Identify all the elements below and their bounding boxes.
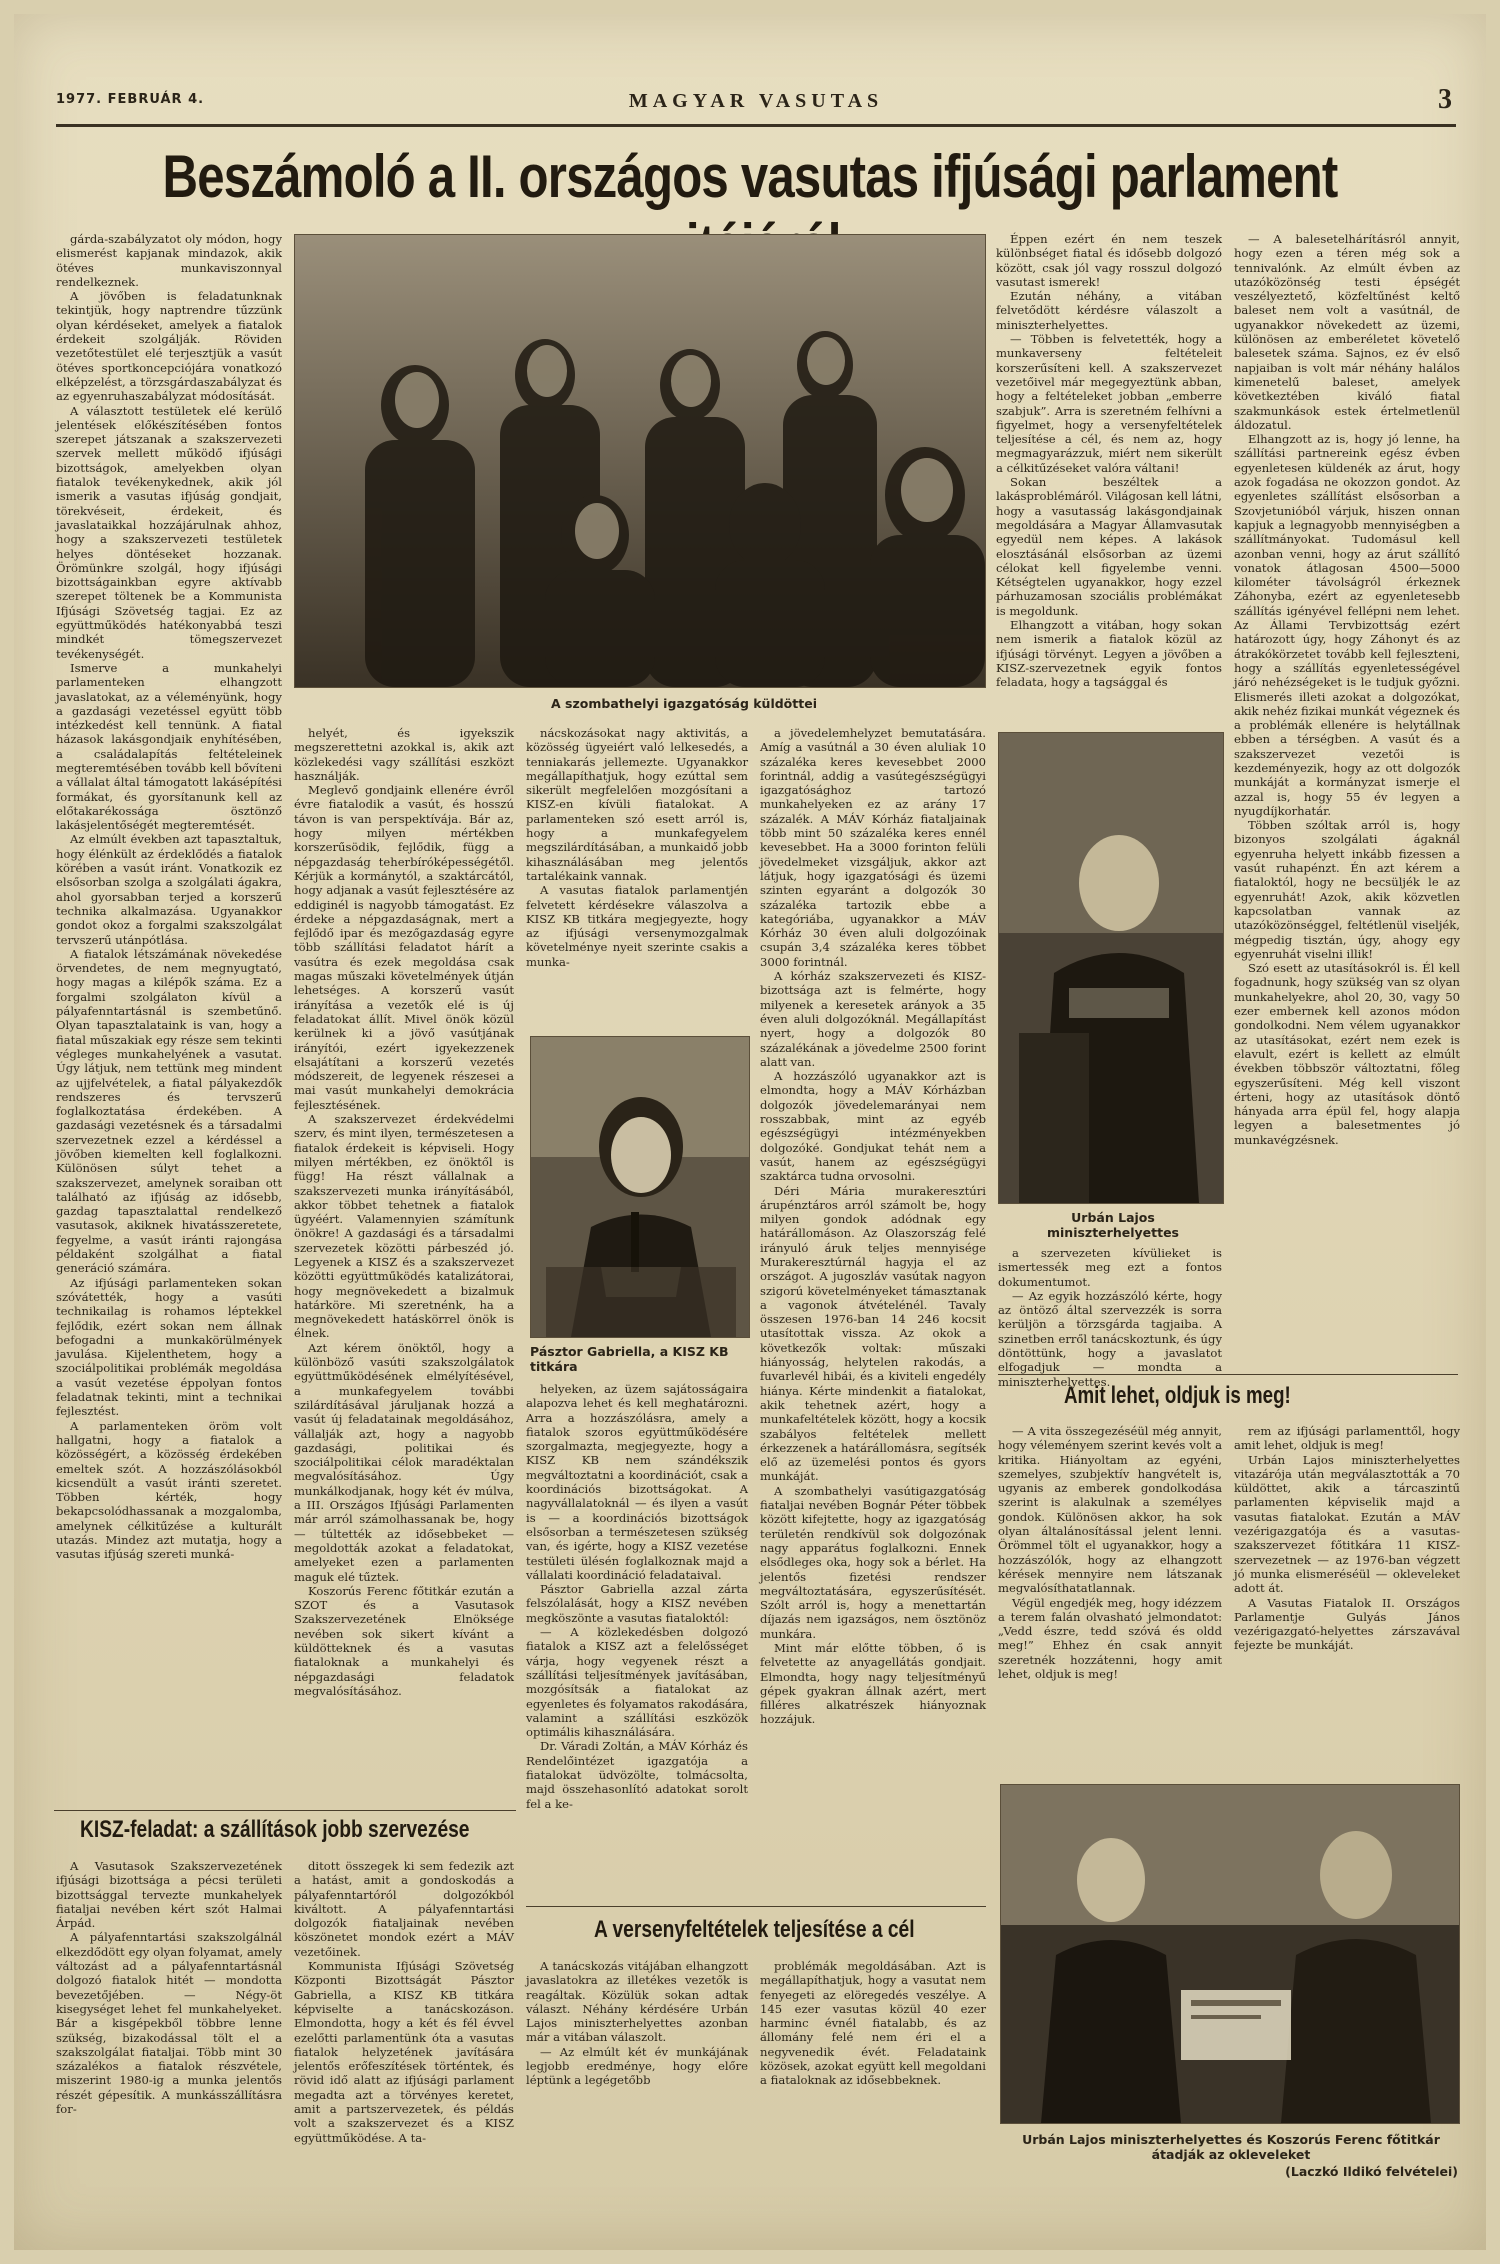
photo-urban-lajos	[998, 732, 1224, 1204]
pasztor-photo-image	[531, 1037, 749, 1337]
paragraph: ditott összegek ki sem fedezik azt a hatást, amit a gondoskodás a pályafenntartóról dolgozókból kiváltott. A pályafenntartási dolgozók fiataljainak nevében köszönetet mondok ezért a MÁV vezetőinek.	[294, 1859, 514, 1959]
paragraph: A fiatalok létszámának növekedése örvendetes, de nem megnyugtató, hogy magas a kilépők száma. Ez a forgalmi szolgálaton kívül a pályafenntartásnál is szembetűnő. Olyan tapasztalataink is van, hogy a fiatal műszakiak egy része sem tekinti végleges munkahelyének a vasutat. Úgy látjuk, nem tettünk meg mindent az ujjfelvételek, a fiatal pályakezdők rendszeres és tervszerű foglalkoztatása érdekében. A gazdasági vezetésnek és a társadalmi szervezetnek ezzel a kérdéssel a jövőben kiemelten kell foglalkozni. Különösen súlyt tehet a szakszervezet, amelynek soraiban ott található az ifjúság az idősebb, gazdag tapasztalattal rendelkező vasutasok, akiknek hivatásszeretete, fegyelme, a vasút iránti rajongása példaként szolgálhat a fiatal generáció számára.	[56, 946, 282, 1276]
paragraph: a szervezeten kívülieket is ismertessék meg ezt a fontos dokumentumot.	[998, 1246, 1222, 1289]
article-column-4-lower	[760, 726, 986, 1778]
paragraph: Azt kérem önöktől, hogy a különböző vasúti szakszolgálatok együttműködésének elmélyítésével, a munkafegyelem további szilárdításával járuljanak hozzá a vasút új feladatainak megoldásához, vállalják azt, hogy a nagyobb gazdasági, politikai és szociálpolitikai célok maradéktalan megvalósításához. Úgy munkálkodjanak, hogy két év múlva, a III. Országos Ifjúsági Parlamenten már arról számolhassanak be, hogy — túltették az idősebbeket — megoldották azokat a feladatokat, amelyeket ezen a parlamenten maguk elé tűztek.	[294, 1340, 514, 1584]
article-column-3-bottom-end	[526, 1959, 748, 2199]
paragraph: Az elmúlt években azt tapasztaltuk, hogy élénkült az érdeklődés a fiatalok körében a vasút iránt. Vonatkozik ez elsősorban szolga a szolgálati ágakra, ahol gyorsabban terjed a korszerű technika alkalmazása. Ugyanakkor gondot okoz a forgalmi szakszolgálat tervszerű utánpótlása.	[56, 832, 282, 947]
paragraph: problémák megoldásában. Azt is megállapíthatjuk, hogy a vasutat nem fenyegeti az elöregedés veszélye. A 145 ezer vasutas közül 40 ezer harminc évnél fiatalabb, és az állomány felé nem éri el a negyvenedik évét. Feladataink közösek, azokat együtt kell megoldani a fiataloknak az idősebbeknek.	[760, 1959, 986, 2088]
paragraph: A pályafenntartási szakszolgálnál elkezdődött egy olyan folyamat, amely változást ad a pályafenntartásnál dolgozó fiatalok hitét — mondotta bevezetőjében. — Négy-öt kisegységet lehet fel munkahelyeket. Bár a kisgépekből többre lenne szükség, bizakodással tölt el a szakszolgálat fiataljai. Több mint 30 százalékos a fiatalok részvétele, miszerint 1980-ig a munka jelentős részét gépesítik. A munkásszállításra for-	[56, 1930, 282, 2117]
paragraph: Pásztor Gabriella azzal zárta felszólalását, hogy a KISZ nevében megköszönte a vasutas fiataloktól:	[526, 1582, 748, 1625]
paragraph: helyét, és igyekszik megszerettetni azokkal is, akik azt közlekedési vagy szállítási eszközt használják.	[294, 726, 514, 783]
photo-credit: (Laczkó Ildikó felvételei)	[1285, 2164, 1458, 2179]
paragraph: Ismerve a munkahelyi parlamenteken elhangzott javaslatokat, az a véleményünk, hogy a gazdasági vezetéssel együtt több intézkedést kell tennünk. A fiatal házasok lakásgondjaik enyhítésében, a családalapítás feltételeinek megteremtésében tovább kell bővíteni a vállalat által támogatott lakásépítési formákat, és gyorsítanunk kell az előtakarékossága ösztönző lakásjelentőségét megteremtését.	[56, 660, 282, 833]
paragraph: — A vita összegezéséül még annyit, hogy véleményem szerint kevés volt a kritika. Hiányoltam az egyéni, szemelyes, szubjektív hangvételt is, ugyanis az emberek gondolkodása szerint is alakulnak a személyes gondok. Különösen akkor, ha sok olyan általánosítással jelent lenni. Örömmel tölt el ugyanakkor, hogy a hozzászólók, hogy az elhangzott kérések mennyire nem látszanak megvalósíthatatlannak.	[998, 1424, 1222, 1596]
paragraph: Elhangzott az is, hogy jó lenne, ha szállítási partnereink egész évben egyenletesen küldenék az árut, hogy azok fogadása ne okozzon gondot. Az egyenletes szállítást elsősorban a Szovjetunióból várjuk, hiszen onnan kapjuk a legnagyobb mennyiségben a szállítmányokat. Tudomásul kell azonban venni, hogy az árut szállító vonatok átlagosan 4500—5000 kilométer távolságról érkeznek Záhonyba, ezért az egyenletesebb szállítás igényével fellépni nem lehet. Az Állami Tervbizottság ezért határozott úgy, hogy Záhonyt és az átrakókörzetet tovább kell fejleszteni, hogy a szállítás egyenletességével járó nehézségeket is le tudjuk győzni. Elismerés illeti azokat a dolgozókat, akik nehéz fizikai munkát végeznek és a problémák ellenére is helytállnak ebben a térségben. A vasút és a szakszervezet vezetői is kezdeményezik, hogy az ott dolgozók munkáját a kormányzat ismerje el azzal is, hogy 55 év legyen a nyugdíjkorhatár.	[1234, 432, 1460, 818]
subhead-kisz-feladat: KISZ-feladat: a szállítások jobb szervezése	[80, 1816, 470, 1843]
paragraph: Elhangzott a vitában, hogy sokan nem ismerik a fiatalok közül az ifjúsági törvényt. Legyen a jövőben a KISZ-szervezetnek egyik fontos feladata, hogy a tagsággal és	[996, 618, 1222, 690]
article-column-2	[294, 726, 514, 1698]
caption-photo-3: Urbán Lajos miniszterhelyettes	[1047, 1210, 1179, 1240]
caption-photo-2: Pásztor Gabriella, a KISZ KB titkára	[530, 1344, 729, 1374]
article-column-4	[996, 232, 1222, 722]
article-column-2-bottom	[294, 1859, 514, 2199]
paragraph: A választott testületek elé kerülő jelentések előkészítésében fontos szerepet játszanak a szakszervezeti szervek mellett működő ifjúsági bizottságok, amelyekben olyan fiatalok tevékenykednek, akik jól ismerik a vasutas ifjúság gondjait, törekvéseit, érdekeit, és javaslataikkal hozzájárulnak ahhoz, hogy a szakszervezeti testületek helyes döntéseket hozzanak. Örömünkre szolgál, hogy ifjúsági bizottságainkban egyre aktívabb szerepet töltenek be a Kommunista Ifjúsági Szövetség tagjai. Ez az együttműködés hatékonyabbá teszi mindkét tömegszervezet tevékenységét.	[56, 403, 282, 661]
paragraph: A kórház szakszervezeti és KISZ-bizottsága azt is felmérte, hogy milyenek a keresetek arányok a 35 éven aluli dolgozóknál. Megállapítást nyert, hogy a dolgozók 80 százalékának a jövedelme 2500 forint alatt van.	[760, 969, 986, 1069]
paragraph: — A közlekedésben dolgozó fiatalok a KISZ azt a felelősséget várja, hogy vegyenek részt a szállítási teljesítmények javításában, mozgósítsák a fiatalokat az egyenletes és folyamatos rakodására, valamint a szállítási eszközök optimális kihasználására.	[526, 1625, 748, 1740]
page-number: 3	[1438, 84, 1452, 115]
article-column-6-lower	[1234, 1424, 1460, 1764]
paragraph: Déri Mária murakeresztúri árupénztáros arról számolt be, hogy milyen gondok adódnak egy határállomáson. Az Olaszország felé irányuló áruk teljes mennyisége Murakeresztúrnál hagyja el az országot. A jugoszláv vasútak nagyon szigorú követelményeket támasztanak a vagonok átvételénél. Tavaly összesen 1976-ban 14 246 kocsit utasítottak vissza. Az okok a következők voltak: műszaki hiányosság, helytelen rakodás, a fuvarlevél hibái, és a kiviteli engedély hiánya. Kérte mindenkit a fiatalokat, akik tehetnek azért, hogy a munkafeltételek között, hogy a kocsik szabályos feltételek mellett érkezzenek a határállomásra, segítsék elő az üzemelési pontos és gyors munkáját.	[760, 1183, 986, 1484]
photo-pasztor-gabriella	[530, 1036, 750, 1338]
paragraph: Mint már előtte többen, ő is felvetette az anyagellátás gondjait. Elmondta, hogy nagy teljesítményű gépek gyakran állnak azért, mert filléres alkatrészek hiányoznak hozzájuk.	[760, 1641, 986, 1727]
article-column-3-bottom	[526, 1382, 748, 1811]
paragraph: Sokan beszéltek a lakásproblémáról. Világosan kell látni, hogy a vasutasság lakásgondjainak megoldására a Magyar Államvasutak egyedül nem képes. A lakások elosztásánál elsősorban az üzemi célokat kell figyelembe venni. Kétségtelen ugyanakkor, hogy ezzel párhuzamosan szociális problémákat is megoldunk.	[996, 475, 1222, 618]
divider-rule	[998, 1374, 1458, 1375]
page-header	[56, 84, 1456, 127]
paragraph: gárda-szabályzatot oly módon, hogy elismerést kapjanak mindazok, akik ötéves munkaviszonnyal rendelkeznek.	[56, 232, 282, 289]
paragraph: Meglevő gondjaink ellenére évről évre fiatalodik a vasút, és hosszú távon is van perspektívája. Bár az, hogy milyen mértékben korszerűsödik, fejlődik, függ a népgazdaság teherbíróképességétől. Kérjük a kormánytól, a szaktárcától, hogy adjanak a vasút fejlesztésére az eddiginél is nagyobb támogatást. Ez érdeke a népgazdaságnak, mert a fejlődő ipar és mezőgazdaság egyre több szállítási feladatot hárít a vasútra és ezek megoldása csak magas műszaki követelmények útján lehetséges. A korszerű vasút irányítása a vezetők elé is új feladatokat állít. Mivel önök közül kerülnek ki a jövő vasútjának irányítói, ezért igyekezzenek elsajátítani a korszerű vezetés módszereit, de legyenek részesei a mai vasút munkahelyi demokrácia fejlesztésének.	[294, 783, 514, 1112]
paragraph: Ezután néhány, a vitában felvetődött kérdésre válaszolt a miniszterhelyettes.	[996, 289, 1222, 332]
issue-date: 1977. FEBRUÁR 4.	[56, 92, 205, 107]
paragraph: A parlamenteken öröm volt hallgatni, hogy a fiatalok a közösségért, a közösség érdekében emeltek szót. A hozzászólásokból kicsendült a vasút iránti szeretet. Többen kérték, hogy bekapcsolódhassanak a mozgalomba, amelynek célkitűzése a kulturált utazás. Mindez azt mutatja, hogy a vasutas ifjúság szereti munká-	[56, 1418, 282, 1562]
paragraph: A Vasutasok Szakszervezetének ifjúsági bizottsága a pécsi területi bizottsággal tervezte munkahelyek fiataljai nevében kért szót Halmai Árpád.	[56, 1859, 282, 1931]
paragraph: A szakszervezet érdekvédelmi szerv, és mint ilyen, természetesen a fiatalok érdekeit is képviseli. Hogy milyen mértékben, ez önöktől is függ! Ha részt vállalnak a szakszervezeti munka irányításából, akkor többet tehetnek a fiatalok ügyéért. Valamennyien számítunk önökre! A gazdasági és a társadalmi szervezetek közötti párbeszéd jó. Legyenek a KISZ és a szakszervezet közötti együttműködés katalizátorai, hogy megnövekedett a bizalmuk határköre. Mi szeretnénk, ha a megnövekedett hatáskörrel önök is élnek.	[294, 1112, 514, 1341]
article-column-5-middle	[998, 1246, 1222, 1389]
award-photo-image	[1001, 1785, 1459, 2123]
newspaper-page	[14, 14, 1486, 2250]
article-column-1-bottom	[56, 1859, 282, 2199]
urban-photo-image	[999, 733, 1223, 1203]
divider-rule	[526, 1906, 986, 1907]
paragraph: — Többen is felvetették, hogy a munkaverseny feltételeit korszerűsíteni kell. A szakszervezet vezetőivel már megegyeztünk abban, hogy a feltételeket jobban „emberre szabjuk”. Arra is szeretném felhívni a figyelmet, hogy a versenyfeltételek teljesítése a cél, és nem az, hogy megmagyarázzuk, miért nem sikerült a célkitűzéseket valóra váltani!	[996, 332, 1222, 475]
paragraph: a jövedelemhelyzet bemutatására. Amíg a vasútnál a 30 éven aluliak 10 százaléka keres kevesebbet 2000 forintnál, addig a vasútegészségügyi igazgatósághoz tartozó munkahelyeken ez az arány 17 százalék. A MÁV Kórház fiataljainak több mint 50 százaléka keres ennél kevesebbet. Ha a 3000 forinton felüli jövedelmeket vizsgáljuk, akkor azt látjuk, hogy igazgatósági és üzemi szinten egyaránt a dolgozók 30 százaléka tartozik ebbe a kategóriába, ugyanakkor a MÁV Kórház 30 éven aluli dolgozóinak csupán 3,4 százaléka keres többet 3000 forintnál.	[760, 726, 986, 969]
paragraph: A hozzászóló ugyanakkor azt is elmondta, hogy a MÁV Kórházban dolgozók jövedelemarányai nem rosszabbak, mint az egyéb egészségügyi intézményekben dolgozóké. Gondjukat tehát nem a vasút, hanem az egészségügyi szaktárca tudna orvosolni.	[760, 1069, 986, 1184]
paragraph: Koszorús Ferenc főtitkár ezután a SZOT és a Vasutasok Szakszervezetének Elnöksége nevében sok sikert kívánt a küldötteknek és a vasutas fiataloknak a munkahelyi és népgazdasági feladatok megvalósításához.	[294, 1583, 514, 1698]
paragraph: A szombathelyi vasútigazgatóság fiataljai nevében Bognár Péter többek között kifejtette, hogy az igazgatóság területén rendkívül sok dolgozónak nagy apparátus foglalkozni. Ennek elsődleges oka, hogy sok a bérlet. Ha jelentős fizetési rendszer megváltoztatására, egyszerűsítését. Szólt arról is, hogy a menettartán díjazás nem igazságos, nem ösztönöz munkára.	[760, 1483, 986, 1641]
article-column-3-top	[526, 726, 748, 1026]
article-column-4-bottom-end	[760, 1959, 986, 2199]
paragraph: Kommunista Ifjúsági Szövetség Központi Bizottságát Pásztor Gabriella, a KISZ KB titkára képviselte a tanácskozáson. Elmondotta, hogy a két és fél évvel ezelőtti parlamentünk óta a vasutas fiatalok helyzetének javítására jelentős erőfeszítések történtek, és rövid idő alatt az ifjúsági parlament megadta azt a törvényes keretet, amit a partszervezetek, és példás volt a szakszervezet és a KISZ együttműködése. A ta-	[294, 1959, 514, 2145]
paragraph: Többen szóltak arról is, hogy bizonyos szolgálati ágaknál egyenruha helyett inkább fizessen a vasút ruhapénzt. Én azt kérem a fiataloktól, hogy ne becsüljék le az egyenruhát! Azok, akik közvetlen kapcsolatban vannak az utazóközönséggel, feltétlenül viseljék, mégpedig tisztán, úgy, ahogy egy egyenruhát viselni illik!	[1234, 818, 1460, 961]
paragraph: Éppen ezért én nem teszek különbséget fiatal és idősebb dolgozó között, csak jól vagy rosszul dolgozó vasutast ismerek!	[996, 232, 1222, 289]
paragraph: rem az ifjúsági parlamenttől, hogy amit lehet, oldjuk is meg!	[1234, 1424, 1460, 1453]
article-column-5-lower	[998, 1424, 1222, 1764]
paragraph: Dr. Váradi Zoltán, a MÁV Kórház és Rendelőintézet igazgatója a fiatalokat üdvözölte, tolmácsolta, majd összehasonlító adatokat sorolt fel a ke-	[526, 1739, 748, 1811]
article-column-5	[1234, 232, 1460, 1172]
paragraph: nácskozásokat nagy aktivitás, a közösség ügyeiért való lelkesedés, a tenniakarás jellemezte. Ugyanakkor megállapíthatjuk, hogy ezúttal sem sikerült megfelelően mozgósítani a KISZ-en kívüli fiatalokat. A parlamenteken szó esett arról is, hogy a munkafegyelem megszilárdításában, a munkaidő jobb kihasználásában meg jelentős tartalékaink vannak.	[526, 726, 748, 883]
newspaper-name: MAGYAR VASUTAS	[628, 90, 884, 112]
paragraph: Urbán Lajos miniszterhelyettes vitazárója után megválasztották a 70 küldöttet, akik a tárcaszintű parlamenten képviselik majd a vasutas fiatalokat. Ezután a MÁV vezérigazgatója és a vasutas-szakszervezet főtitkára 11 KISZ-szervezetnek — az 1976-ban végzett jó munka elismeréséül — okleveleket adott át.	[1234, 1452, 1460, 1596]
divider-rule	[54, 1810, 516, 1811]
article-headline: Beszámoló a II. országos vasutas ifjúsági parlament	[162, 143, 1338, 210]
paragraph: — Az egyik hozzászóló kérte, hogy az öntöző által szervezzék is sorra kerüljön a törzsgárda tagjaiba. A szinetben erről tanácskoztunk, és úgy döntöttünk, hogy a javaslatot elfogadjuk — mondta a miniszterhelyettes.	[998, 1288, 1222, 1389]
article-column-1	[56, 232, 282, 1812]
subhead-amit-lehet: Amit lehet, oldjuk is meg!	[1064, 1382, 1291, 1409]
paragraph: A Vasutas Fiatalok II. Országos Parlamentje Gulyás János vezérigazgató-helyettes zárszavával fejezte be munkáját.	[1234, 1595, 1460, 1653]
paragraph: A vasutas fiatalok parlamentjén felvetett kérdésekre válaszolva a KISZ KB titkára megjegyezte, hogy az ifjúsági versenymozgalmak követelménye nyeit szerinte csakis a munka-	[526, 883, 748, 969]
photo-award-ceremony	[1000, 1784, 1460, 2124]
subhead-versenyfeltetelek: A versenyfeltételek teljesítése a cél	[594, 1916, 915, 1943]
paragraph: Szó esett az utasításokról is. Él kell fogadnunk, hogy szükség van sz olyan munkahelyekre, ahol 20, 30, vagy 50 ezer embernek kell azonos módon gondolkodni. Nem vélem ugyanakkor az utasításokat, ezért nem ezek is elavult, ezért is kellett az elmúlt években többször változtatni, főleg egyszerűsíteni. Még kell viszont érteni, hogy az utasítások döntő hányada arra épül fel, hogy alapja legyen a balesetmentes jó munkavégzésnek.	[1234, 961, 1460, 1147]
paragraph: A jövőben is feladatunknak tekintjük, hogy naptrendre tűzzünk olyan kérdéseket, amelyek a fiatalok érdekeit szolgálják. Röviden vezetőtestület elé terjesztjük a vasút ötéves sportkoncepciójára vonatkozó elképzelést, a törzsgárdaszabályzat és az egyenruhaszabályzat módosítását.	[56, 289, 282, 404]
paragraph: — Az elmúlt két év munkájának legjobb eredménye, hogy előre léptünk a legégetőbb	[526, 2044, 748, 2088]
delegates-photo-image	[295, 235, 985, 687]
paragraph: helyeken, az üzem sajátosságaira alapozva lehet és kell meghatározni. Arra a hozzászólásra, amely a fiatalok szoros együttműködésére szorgalmazta, megjegyezte, hogy a KISZ KB nem szándékszik megváltoztatni a koordinációt, csak a koordinációs bizottságokat. A nagyvállalatoknál — és ilyen a vasút is — a koordinációs bizottságok elsősorban a természetesen szükség van, és igérte, hogy a KISZ vezetése testületi ülésén foglalkoznak majd a vállalati koordináció feladataival.	[526, 1382, 748, 1582]
paragraph: A tanácskozás vitájában elhangzott javaslatokra az illetékes vezetők is reagáltak. Közülük sokan adtak választ. Néhány kérdésére Urbán Lajos miniszterhelyettes azonban már a vitában válaszolt.	[526, 1959, 748, 2045]
caption-photo-1: A szombathelyi igazgatóság küldöttei	[551, 696, 817, 711]
paragraph: Végül engedjék meg, hogy idézzem a terem falán olvasható jelmondatot: „Vedd észre, tedd szóvá és oldd meg!” Ehhez én csak annyit szeretnék hozzátenni, hogy amit lehet, oldjuk is meg!	[998, 1595, 1222, 1682]
paragraph: — A balesetelhárításról annyit, hogy ezen a téren még sok a tennivalónk. Az elmúlt évben az utazóközönség testi épségét veszélyeztető, közfeltűnést keltő baleset nem volt a vasútnál, de ugyanakkor növekedett az üzemi, különösen az emberéletet követelő balesetek száma. Sajnos, ez év első napjaiban is volt már néhány halálos kimenetelű baleset, amelyek következtében kiváló fiatal szakmunkások estek értelmetlenül áldozatul.	[1234, 232, 1460, 432]
caption-photo-4: Urbán Lajos miniszterhelyettes és Koszorús Ferenc főtitkár átadják az okleveleket	[1022, 2132, 1440, 2162]
photo-szombathely-delegates	[294, 234, 986, 688]
paragraph: Az ifjúsági parlamenteken sokan szóvátették, hogy a vasúti technikailag is rohamos léptekkel fejlődik, ezért sokan nem állnak befogadni a munkakörülmények javulása. Kijelenthetem, hogy a szociálpolitikai problémák megoldása a vasút vezetése éppolyan fontos feladatnak tekinti, mint a technikai fejlesztést.	[56, 1275, 282, 1419]
